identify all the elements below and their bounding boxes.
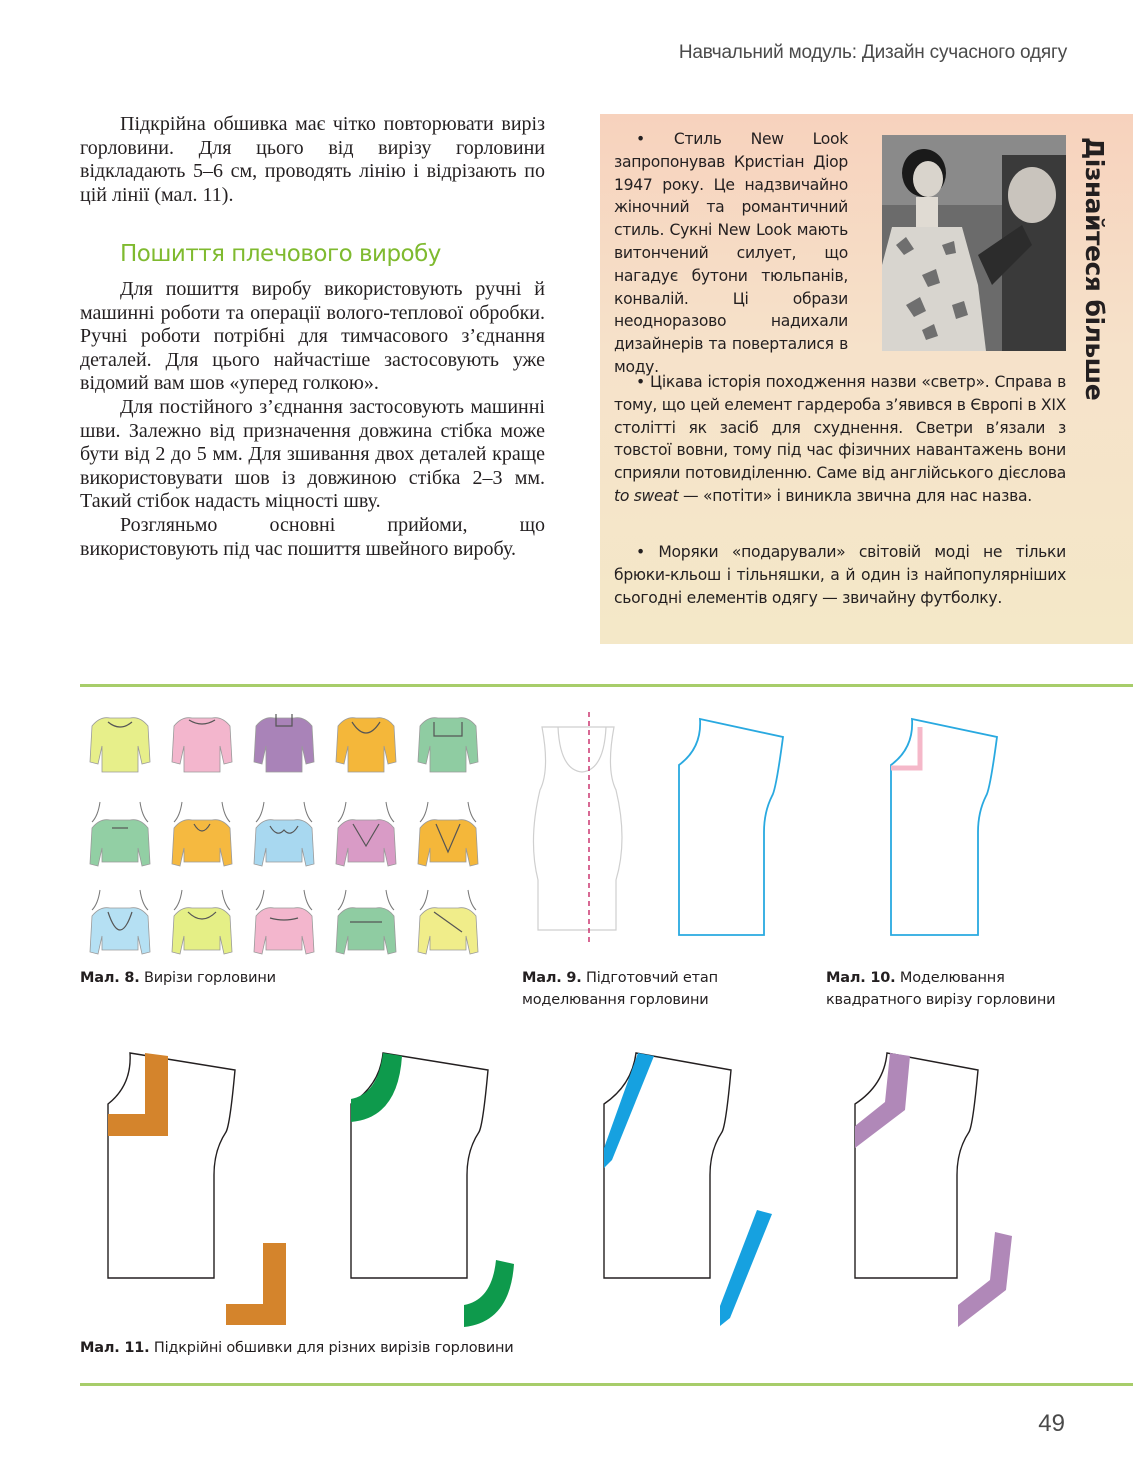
figure-11-pattern-round xyxy=(351,1053,514,1327)
running-title: Навчальний модуль: Дизайн сучасного одягу xyxy=(678,42,1067,63)
figure-11-pattern-v xyxy=(604,1053,772,1326)
round-facing-piece xyxy=(464,1260,514,1327)
page-number: 49 xyxy=(1038,1410,1065,1437)
angled-facing-piece xyxy=(958,1232,1012,1327)
section-paragraph-1: Для пошиття виробу використовують ручні й машинні роботи та операції волого-теплової обробки. Ручні роботи потрібні для тимчасового з’єднання деталей. Для цього найчастіше застосовують уже відомий вам шов «уперед голкою». xyxy=(80,278,545,395)
figure-11-caption xyxy=(80,1337,780,1359)
info-item-new-look: • Стиль New Look запропонував Кристіан Діор 1947 року. Це надзвичайно жіночний та романтичний стиль. Сукні New Look мають витончений силует, що нагадує бутони тюльпанів, конвалій. Ці образи неодноразово надихали дизайнерів та поверталися в моду. xyxy=(614,130,848,376)
figure-10-label: Мал. 10. xyxy=(826,970,896,986)
intro-paragraph: Підкрійна обшивка має чітко повторювати виріз горловини. Для цього від вирізу горловини відкладають 5–6 см, проводять лінію і відрізають по цій лінії (мал. 11). xyxy=(80,113,545,206)
figure-11-label: Мал. 11. xyxy=(80,1340,150,1356)
info-item-sweater-text: • Цікава історія походження назви «светр». Справа в тому, що цей елемент гардероба з’явився в Європі в XIX столітті як засіб для схуднення. Светри в’язали з товстої вовни, тому під час фізичних навантажень вони сприяли потовиділенню. Саме від англійського дієслова xyxy=(614,373,1066,483)
info-item-sweater-italic: to sweat xyxy=(614,486,679,505)
figure-11-pattern-square xyxy=(108,1053,286,1325)
section-paragraph-3: Розгляньмо основні прийоми, що використовують під час пошиття швейного виробу. xyxy=(80,513,545,560)
figure-11-text: Підкрійні обшивки для різних вирізів горловини xyxy=(149,1340,514,1356)
info-item-sweater-end: — «потіти» і виникла звична для нас назва. xyxy=(678,486,1032,505)
square-facing-piece xyxy=(226,1243,286,1325)
figure-11-pattern-angled xyxy=(855,1053,1012,1327)
learn-more-title: Дізнайтеся більше xyxy=(1080,137,1109,401)
figure-9-label: Мал. 9. xyxy=(522,970,582,986)
section-paragraph-2: Для постійного з’єднання застосовують машинні шви. Залежно від призначення довжина стібка може бути від 2 до 5 мм. Для зшивання двох деталей краще використовувати шов із довжиною стібка 2–3 мм. Такий стібок надасть міцності шву. xyxy=(80,395,545,513)
info-item-tshirt: • Моряки «подарували» світовій моді не тільки брюки-кльош і тільняшки, а й один із найпопулярніших сьогодні елементів одягу — звичайну футболку. xyxy=(614,543,1066,607)
figure-8-text: Вирізи горловини xyxy=(139,970,276,986)
section-heading: Пошиття плечового виробу xyxy=(120,241,441,267)
figure-10-text: Моделювання квадратного вирізу горловини xyxy=(826,970,1056,1008)
figure-9-text: Підготовчий етап моделювання горловини xyxy=(522,970,718,1008)
bottom-divider xyxy=(80,1383,1133,1386)
figure-8-label: Мал. 8. xyxy=(80,970,140,986)
v-facing-piece xyxy=(720,1210,772,1326)
